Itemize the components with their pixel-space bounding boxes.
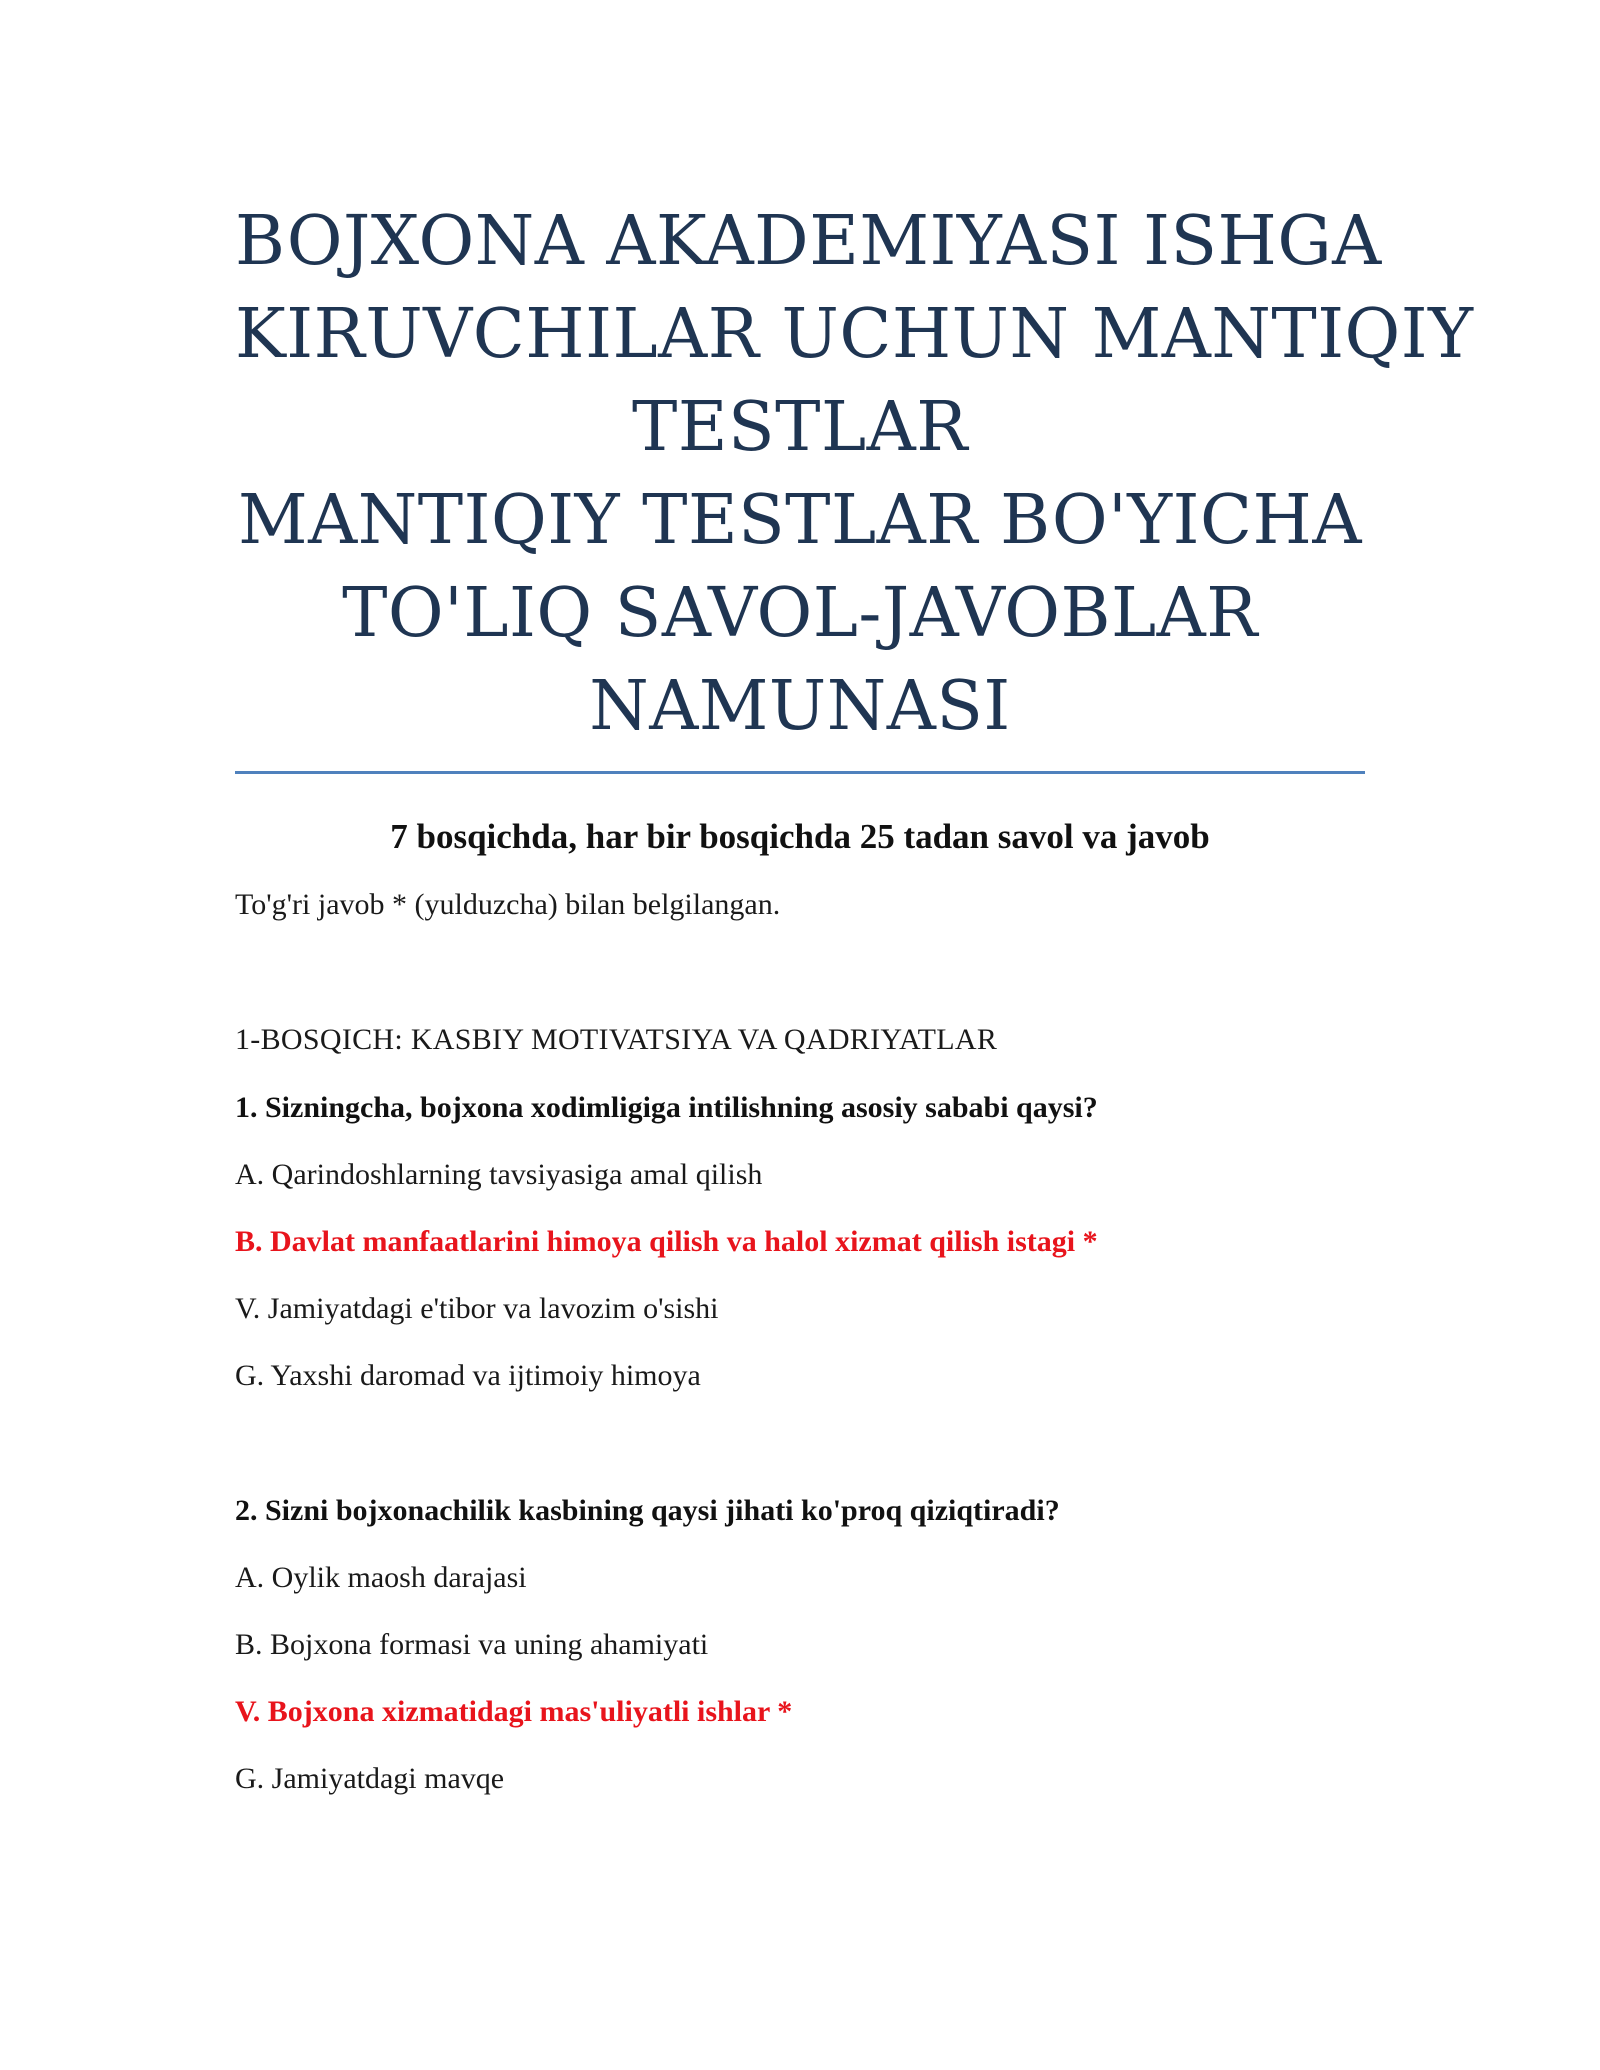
question-block-2 [235,1490,1365,1800]
question-block-1 [235,1087,1365,1397]
title-line-6: NAMUNASI [589,667,1011,746]
answer-option: A. Qarindoshlarning tavsiyasiga amal qilish [235,1158,763,1191]
answer-option: G. Yaxshi daromad va ijtimoiy himoya [235,1359,701,1392]
answer-option: V. Jamiyatdagi e'tibor va lavozim o'sishi [235,1292,719,1325]
answer-option: A. Oylik maosh darajasi [235,1561,527,1594]
question-text: 2. Sizni bojxonachilik kasbining qaysi jihati ko'proq qiziqtiradi? [235,1494,1060,1527]
title-divider [235,771,1365,774]
title-line-4: MANTIQIY TESTLAR BO'YICHA [238,481,1362,560]
title-line-1: BOJXONA AKADEMIYASI ISHGA [235,202,1382,281]
title-line-2: KIRUVCHILAR UCHUN MANTIQIY [235,295,1474,374]
answer-option-correct: V. Bojxona xizmatidagi mas'uliyatli ishlar * [235,1695,793,1728]
answer-option-correct: B. Davlat manfaatlarini himoya qilish va halol xizmat qilish istagi * [235,1225,1098,1258]
question-text: 1. Sizningcha, bojxona xodimligiga intilishning asosiy sababi qaysi? [235,1091,1098,1124]
section-heading: 1-BOSQICH: KASBIY MOTIVATSIYA VA QADRIYATLAR [235,1023,998,1056]
document-subtitle: 7 bosqichda, har bir bosqichda 25 tadan savol va javob [390,817,1210,856]
title-line-3: TESTLAR [632,388,968,467]
answer-key-note: To'g'ri javob * (yulduzcha) bilan belgilangan. [235,888,781,921]
title-line-5: TO'LIQ SAVOL-JAVOBLAR [342,574,1258,653]
answer-option: B. Bojxona formasi va uning ahamiyati [235,1628,709,1661]
document-title [235,195,1474,753]
document-page [235,195,1474,1800]
answer-option: G. Jamiyatdagi mavqe [235,1762,505,1795]
